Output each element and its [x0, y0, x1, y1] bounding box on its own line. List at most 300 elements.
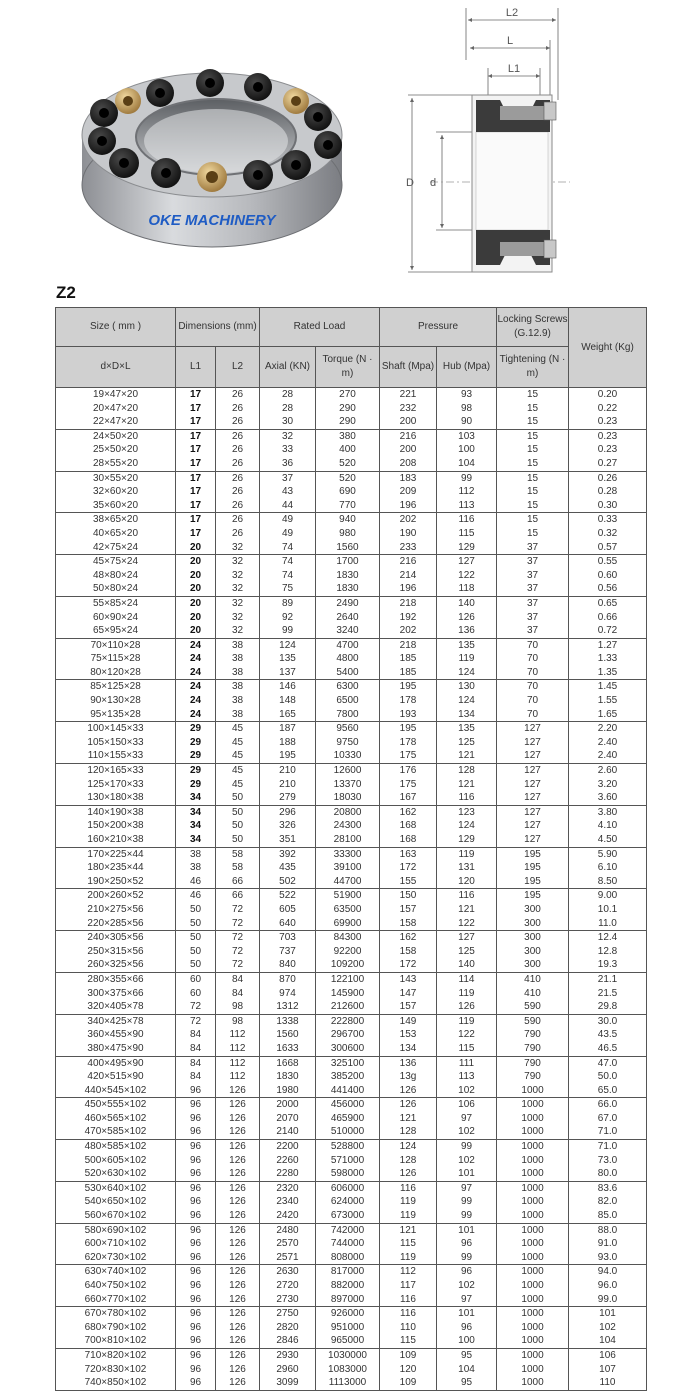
cell-hub: 95 — [437, 1376, 497, 1390]
cell-hub: 129 — [437, 833, 497, 847]
cell-weight: 101 — [569, 1307, 647, 1321]
d-inner-label: d — [430, 177, 437, 189]
cell-torque: 1830 — [316, 582, 380, 596]
table-row — [56, 987, 647, 1001]
cell-size: 60×90×24 — [56, 611, 176, 625]
cell-tightening: 15 — [497, 388, 569, 402]
cell-hub: 119 — [437, 987, 497, 1001]
cell-l1: 20 — [176, 555, 216, 569]
cell-torque: 456000 — [316, 1098, 380, 1112]
cell-tightening: 70 — [497, 708, 569, 722]
cell-axial: 210 — [260, 764, 316, 778]
cell-axial: 3099 — [260, 1376, 316, 1390]
cell-weight: 43.5 — [569, 1028, 647, 1042]
cell-torque: 624000 — [316, 1195, 380, 1209]
cell-hub: 121 — [437, 749, 497, 763]
cell-l1: 34 — [176, 805, 216, 819]
cell-torque: 817000 — [316, 1265, 380, 1279]
cell-l2: 38 — [216, 638, 260, 652]
cell-l2: 126 — [216, 1181, 260, 1195]
cell-size: 125×170×33 — [56, 778, 176, 792]
cell-size: 65×95×24 — [56, 624, 176, 638]
cell-axial: 89 — [260, 596, 316, 610]
cell-torque: 980 — [316, 527, 380, 541]
cell-hub: 134 — [437, 708, 497, 722]
cell-weight: 1.33 — [569, 652, 647, 666]
cell-size: 460×565×102 — [56, 1112, 176, 1126]
cell-l2: 45 — [216, 764, 260, 778]
cell-l2: 66 — [216, 889, 260, 903]
cell-l1: 29 — [176, 749, 216, 763]
cell-shaft: 134 — [380, 1042, 437, 1056]
cell-tightening: 1000 — [497, 1251, 569, 1265]
cell-torque: 897000 — [316, 1293, 380, 1307]
table-row — [56, 1000, 647, 1014]
cell-weight: 0.56 — [569, 582, 647, 596]
cell-axial: 2420 — [260, 1209, 316, 1223]
cell-shaft: 158 — [380, 917, 437, 931]
table-row — [56, 819, 647, 833]
cell-tightening: 127 — [497, 819, 569, 833]
cell-tightening: 127 — [497, 778, 569, 792]
cell-tightening: 127 — [497, 736, 569, 750]
cell-l1: 96 — [176, 1251, 216, 1265]
cell-axial: 165 — [260, 708, 316, 722]
cell-torque: 290 — [316, 415, 380, 429]
cell-hub: 116 — [437, 889, 497, 903]
table-row — [56, 1084, 647, 1098]
cell-weight: 106 — [569, 1348, 647, 1362]
table-row — [56, 917, 647, 931]
cell-l1: 20 — [176, 624, 216, 638]
header-tightening: Tightening (N · m) — [497, 347, 569, 388]
cell-shaft: 126 — [380, 1084, 437, 1098]
cell-l2: 26 — [216, 429, 260, 443]
cell-hub: 99 — [437, 1209, 497, 1223]
cell-torque: 290 — [316, 402, 380, 416]
cell-l1: 96 — [176, 1112, 216, 1126]
cell-hub: 99 — [437, 471, 497, 485]
cell-torque: 6300 — [316, 680, 380, 694]
cell-size: 740×850×102 — [56, 1376, 176, 1390]
cell-l2: 126 — [216, 1251, 260, 1265]
cell-torque: 606000 — [316, 1181, 380, 1195]
cell-shaft: 162 — [380, 931, 437, 945]
cell-weight: 2.60 — [569, 764, 647, 778]
cell-torque: 13370 — [316, 778, 380, 792]
cell-hub: 96 — [437, 1321, 497, 1335]
cell-shaft: 162 — [380, 805, 437, 819]
cell-size: 710×820×102 — [56, 1348, 176, 1362]
cell-l1: 72 — [176, 1000, 216, 1014]
cell-l2: 32 — [216, 611, 260, 625]
cell-size: 40×65×20 — [56, 527, 176, 541]
table-row — [56, 694, 647, 708]
cell-weight: 2.40 — [569, 736, 647, 750]
cell-l2: 45 — [216, 749, 260, 763]
cell-size: 150×200×38 — [56, 819, 176, 833]
cell-axial: 148 — [260, 694, 316, 708]
cell-tightening: 15 — [497, 457, 569, 471]
cell-hub: 128 — [437, 764, 497, 778]
table-row — [56, 1140, 647, 1154]
cell-shaft: 192 — [380, 611, 437, 625]
table-row — [56, 402, 647, 416]
cell-size: 260×325×56 — [56, 958, 176, 972]
cell-torque: 926000 — [316, 1307, 380, 1321]
cell-hub: 100 — [437, 443, 497, 457]
cell-weight: 1.55 — [569, 694, 647, 708]
cell-l2: 126 — [216, 1237, 260, 1251]
cell-axial: 2070 — [260, 1112, 316, 1126]
cell-torque: 92200 — [316, 945, 380, 959]
cell-tightening: 590 — [497, 1014, 569, 1028]
cell-weight: 0.26 — [569, 471, 647, 485]
cell-axial: 2480 — [260, 1223, 316, 1237]
cell-l2: 32 — [216, 569, 260, 583]
table-row — [56, 958, 647, 972]
cell-l1: 17 — [176, 457, 216, 471]
cell-size: 680×790×102 — [56, 1321, 176, 1335]
cell-axial: 43 — [260, 485, 316, 499]
cell-l1: 96 — [176, 1084, 216, 1098]
cell-tightening: 195 — [497, 847, 569, 861]
cell-l1: 96 — [176, 1167, 216, 1181]
cell-shaft: 121 — [380, 1112, 437, 1126]
cell-weight: 3.80 — [569, 805, 647, 819]
cell-l2: 45 — [216, 722, 260, 736]
cell-shaft: 190 — [380, 527, 437, 541]
cell-size: 580×690×102 — [56, 1223, 176, 1237]
cell-torque: 2640 — [316, 611, 380, 625]
cell-tightening: 1000 — [497, 1167, 569, 1181]
cell-size: 120×165×33 — [56, 764, 176, 778]
cell-size: 630×740×102 — [56, 1265, 176, 1279]
cell-l1: 24 — [176, 680, 216, 694]
l1-label: L1 — [507, 63, 521, 75]
cell-shaft: 196 — [380, 499, 437, 513]
cell-l1: 34 — [176, 791, 216, 805]
cell-hub: 101 — [437, 1223, 497, 1237]
cell-torque: 44700 — [316, 875, 380, 889]
cell-hub: 125 — [437, 945, 497, 959]
cell-size: 250×315×56 — [56, 945, 176, 959]
cell-hub: 103 — [437, 429, 497, 443]
cell-tightening: 300 — [497, 917, 569, 931]
cell-axial: 124 — [260, 638, 316, 652]
cell-axial: 2820 — [260, 1321, 316, 1335]
cell-weight: 104 — [569, 1334, 647, 1348]
cell-axial: 188 — [260, 736, 316, 750]
product-photo — [78, 65, 346, 260]
cell-hub: 121 — [437, 778, 497, 792]
cell-l1: 20 — [176, 582, 216, 596]
cell-l2: 58 — [216, 847, 260, 861]
cell-l1: 20 — [176, 569, 216, 583]
cell-tightening: 1000 — [497, 1209, 569, 1223]
cell-l1: 96 — [176, 1376, 216, 1390]
cell-shaft: 115 — [380, 1334, 437, 1348]
cell-tightening: 1000 — [497, 1363, 569, 1377]
cell-tightening: 37 — [497, 541, 569, 555]
cell-torque: 51900 — [316, 889, 380, 903]
cell-l2: 26 — [216, 443, 260, 457]
cell-weight: 50.0 — [569, 1070, 647, 1084]
cell-shaft: 115 — [380, 1237, 437, 1251]
cell-torque: 965000 — [316, 1334, 380, 1348]
cell-tightening: 37 — [497, 611, 569, 625]
cell-l2: 112 — [216, 1042, 260, 1056]
cell-weight: 0.60 — [569, 569, 647, 583]
cell-torque: 1700 — [316, 555, 380, 569]
cell-hub: 140 — [437, 596, 497, 610]
cell-tightening: 15 — [497, 443, 569, 457]
cell-weight: 102 — [569, 1321, 647, 1335]
cell-hub: 104 — [437, 1363, 497, 1377]
cell-axial: 435 — [260, 861, 316, 875]
cell-torque: 4800 — [316, 652, 380, 666]
cell-tightening: 1000 — [497, 1348, 569, 1362]
cell-axial: 2571 — [260, 1251, 316, 1265]
table-row — [56, 638, 647, 652]
cell-axial: 2960 — [260, 1363, 316, 1377]
table-row — [56, 624, 647, 638]
cell-shaft: 175 — [380, 749, 437, 763]
cell-l1: 17 — [176, 527, 216, 541]
cell-hub: 111 — [437, 1056, 497, 1070]
cell-tightening: 37 — [497, 596, 569, 610]
cell-l1: 96 — [176, 1223, 216, 1237]
cell-size: 380×475×90 — [56, 1042, 176, 1056]
cell-axial: 1338 — [260, 1014, 316, 1028]
cell-weight: 96.0 — [569, 1279, 647, 1293]
cell-shaft: 218 — [380, 638, 437, 652]
cell-hub: 121 — [437, 903, 497, 917]
cell-l2: 50 — [216, 791, 260, 805]
table-row — [56, 1028, 647, 1042]
cell-l2: 72 — [216, 931, 260, 945]
cell-size: 500×605×102 — [56, 1154, 176, 1168]
cell-torque: 109200 — [316, 958, 380, 972]
cell-tightening: 790 — [497, 1028, 569, 1042]
cell-axial: 2750 — [260, 1307, 316, 1321]
cell-shaft: 183 — [380, 471, 437, 485]
cell-tightening: 195 — [497, 861, 569, 875]
cell-axial: 1633 — [260, 1042, 316, 1056]
header-l2: L2 — [216, 347, 260, 388]
cell-hub: 131 — [437, 861, 497, 875]
cell-weight: 99.0 — [569, 1293, 647, 1307]
cell-size: 170×225×44 — [56, 847, 176, 861]
cell-axial: 974 — [260, 987, 316, 1001]
cell-size: 32×60×20 — [56, 485, 176, 499]
cell-torque: 673000 — [316, 1209, 380, 1223]
cell-weight: 3.60 — [569, 791, 647, 805]
cell-l1: 96 — [176, 1293, 216, 1307]
cell-hub: 124 — [437, 819, 497, 833]
cell-l1: 20 — [176, 596, 216, 610]
cell-shaft: 158 — [380, 945, 437, 959]
cell-shaft: 128 — [380, 1154, 437, 1168]
cell-l2: 26 — [216, 485, 260, 499]
cell-weight: 0.57 — [569, 541, 647, 555]
cell-hub: 120 — [437, 875, 497, 889]
cell-axial: 28 — [260, 402, 316, 416]
cell-l1: 72 — [176, 1014, 216, 1028]
cell-hub: 122 — [437, 1028, 497, 1042]
cell-weight: 1.35 — [569, 666, 647, 680]
model-title: Z2 — [56, 283, 76, 302]
cell-axial: 296 — [260, 805, 316, 819]
cell-l2: 26 — [216, 499, 260, 513]
cell-l1: 17 — [176, 471, 216, 485]
cell-l2: 38 — [216, 666, 260, 680]
cell-l1: 17 — [176, 415, 216, 429]
table-row — [56, 513, 647, 527]
cell-l1: 96 — [176, 1181, 216, 1195]
cell-tightening: 15 — [497, 527, 569, 541]
cell-l1: 38 — [176, 861, 216, 875]
cell-l1: 29 — [176, 764, 216, 778]
cell-shaft: 208 — [380, 457, 437, 471]
table-row — [56, 1334, 647, 1348]
cell-tightening: 70 — [497, 680, 569, 694]
cell-hub: 126 — [437, 1000, 497, 1014]
cell-size: 90×130×28 — [56, 694, 176, 708]
cell-weight: 8.50 — [569, 875, 647, 889]
table-row — [56, 931, 647, 945]
cell-shaft: 167 — [380, 791, 437, 805]
cell-weight: 88.0 — [569, 1223, 647, 1237]
cell-hub: 140 — [437, 958, 497, 972]
cell-weight: 0.32 — [569, 527, 647, 541]
cell-hub: 99 — [437, 1140, 497, 1154]
cell-hub: 119 — [437, 1014, 497, 1028]
cell-torque: 1113000 — [316, 1376, 380, 1390]
cell-weight: 65.0 — [569, 1084, 647, 1098]
cell-shaft: 172 — [380, 861, 437, 875]
table-row — [56, 527, 647, 541]
cell-l1: 46 — [176, 875, 216, 889]
cell-weight: 110 — [569, 1376, 647, 1390]
cell-l1: 46 — [176, 889, 216, 903]
cell-hub: 100 — [437, 1334, 497, 1348]
table-row — [56, 1265, 647, 1279]
cell-size: 80×120×28 — [56, 666, 176, 680]
cell-shaft: 120 — [380, 1363, 437, 1377]
cell-hub: 95 — [437, 1348, 497, 1362]
cell-torque: 6500 — [316, 694, 380, 708]
cell-l2: 32 — [216, 624, 260, 638]
cell-torque: 122100 — [316, 972, 380, 986]
cell-shaft: 109 — [380, 1376, 437, 1390]
cell-torque: 742000 — [316, 1223, 380, 1237]
cell-weight: 0.27 — [569, 457, 647, 471]
cell-torque: 9750 — [316, 736, 380, 750]
header-weight: Weight (Kg) — [569, 308, 647, 388]
cell-weight: 2.40 — [569, 749, 647, 763]
cell-axial: 30 — [260, 415, 316, 429]
cell-l2: 26 — [216, 471, 260, 485]
cell-axial: 74 — [260, 569, 316, 583]
cell-weight: 3.20 — [569, 778, 647, 792]
cell-l2: 126 — [216, 1125, 260, 1139]
table-row — [56, 861, 647, 875]
table-row — [56, 429, 647, 443]
cell-size: 70×110×28 — [56, 638, 176, 652]
cell-size: 400×495×90 — [56, 1056, 176, 1070]
table-row — [56, 1112, 647, 1126]
cell-l1: 29 — [176, 722, 216, 736]
cell-size: 520×630×102 — [56, 1167, 176, 1181]
cell-shaft: 214 — [380, 569, 437, 583]
cell-l1: 96 — [176, 1265, 216, 1279]
cell-size: 420×515×90 — [56, 1070, 176, 1084]
cell-weight: 30.0 — [569, 1014, 647, 1028]
cell-l1: 96 — [176, 1321, 216, 1335]
cell-l2: 72 — [216, 945, 260, 959]
cell-size: 20×47×20 — [56, 402, 176, 416]
table-row — [56, 485, 647, 499]
cell-axial: 640 — [260, 917, 316, 931]
cell-l2: 38 — [216, 708, 260, 722]
cell-size: 28×55×20 — [56, 457, 176, 471]
cell-tightening: 195 — [497, 875, 569, 889]
cell-tightening: 70 — [497, 694, 569, 708]
cell-shaft: 185 — [380, 666, 437, 680]
cell-weight: 11.0 — [569, 917, 647, 931]
cell-hub: 97 — [437, 1181, 497, 1195]
cell-hub: 126 — [437, 611, 497, 625]
cell-shaft: 172 — [380, 958, 437, 972]
cell-torque: 222800 — [316, 1014, 380, 1028]
cell-tightening: 37 — [497, 555, 569, 569]
cell-hub: 104 — [437, 457, 497, 471]
cell-size: 22×47×20 — [56, 415, 176, 429]
cell-hub: 102 — [437, 1279, 497, 1293]
cell-l2: 112 — [216, 1070, 260, 1084]
cell-weight: 1.27 — [569, 638, 647, 652]
cell-torque: 9560 — [316, 722, 380, 736]
cell-tightening: 300 — [497, 958, 569, 972]
header-rated-load: Rated Load — [260, 308, 380, 347]
cell-torque: 1083000 — [316, 1363, 380, 1377]
cell-tightening: 1000 — [497, 1307, 569, 1321]
table-row — [56, 443, 647, 457]
table-row — [56, 945, 647, 959]
cell-torque: 24300 — [316, 819, 380, 833]
cell-torque: 441400 — [316, 1084, 380, 1098]
cell-weight: 0.30 — [569, 499, 647, 513]
cell-l2: 50 — [216, 819, 260, 833]
cell-weight: 0.22 — [569, 402, 647, 416]
cell-l1: 17 — [176, 485, 216, 499]
cell-weight: 1.65 — [569, 708, 647, 722]
cell-size: 620×730×102 — [56, 1251, 176, 1265]
cell-tightening: 70 — [497, 652, 569, 666]
cell-tightening: 127 — [497, 791, 569, 805]
cell-shaft: 150 — [380, 889, 437, 903]
cell-l2: 38 — [216, 652, 260, 666]
table-row — [56, 415, 647, 429]
cell-size: 25×50×20 — [56, 443, 176, 457]
cell-l2: 126 — [216, 1154, 260, 1168]
cell-hub: 106 — [437, 1098, 497, 1112]
cell-size: 660×770×102 — [56, 1293, 176, 1307]
cell-hub: 129 — [437, 541, 497, 555]
cell-torque: 18030 — [316, 791, 380, 805]
cell-shaft: 176 — [380, 764, 437, 778]
